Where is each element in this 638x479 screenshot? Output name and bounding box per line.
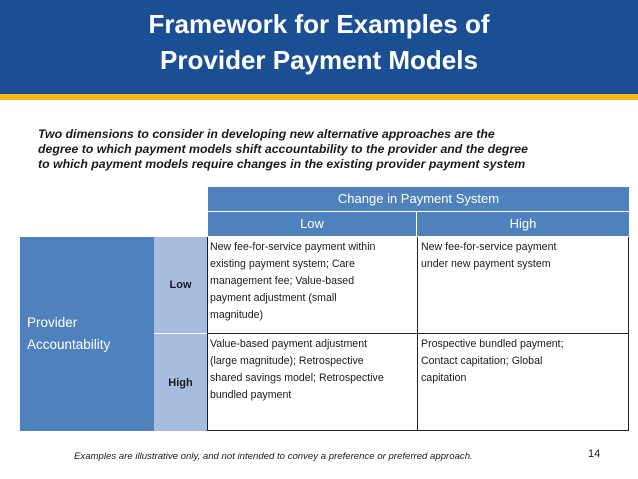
cell-high-accountability-high-change	[418, 334, 629, 431]
row-header-low: Low	[154, 237, 207, 334]
cell-line: Contact capitation; Global	[421, 355, 543, 367]
row-group-header	[20, 237, 154, 431]
row-header-high: High	[154, 334, 207, 431]
table-divider	[207, 237, 208, 431]
intro-line-3: to which payment models require changes in the existing provider payment system	[38, 157, 526, 171]
table-divider	[628, 237, 629, 431]
table-divider	[207, 333, 629, 334]
table-divider	[417, 237, 418, 431]
cell-line: bundled payment	[210, 389, 292, 401]
intro-line-2: degree to which payment models shift accountability to the provider and the degree	[38, 142, 528, 156]
cell-line: New fee-for-service payment	[421, 241, 557, 253]
intro-line-1: Two dimensions to consider in developing new alternative approaches are the	[38, 127, 495, 141]
column-header-low: Low	[208, 212, 416, 236]
cell-line: shared savings model; Retrospective	[210, 372, 384, 384]
slide-title-line-2: Provider Payment Models	[160, 45, 478, 75]
row-group-header-line-2: Accountability	[27, 337, 111, 352]
cell-low-accountability-low-change	[207, 237, 418, 334]
cell-line: payment adjustment (small	[210, 292, 337, 304]
cell-line: (large magnitude); Retrospective	[210, 355, 364, 367]
cell-line: existing payment system; Care	[210, 258, 355, 270]
cell-line: management fee; Value-based	[210, 275, 355, 287]
column-group-header: Change in Payment System	[208, 187, 629, 211]
footnote: Examples are illustrative only, and not intended to convey a preference or preferred approach.	[74, 451, 473, 462]
slide-title	[0, 6, 638, 78]
table-divider	[207, 430, 629, 431]
cell-line: Value-based payment adjustment	[210, 338, 368, 350]
cell-line: magnitude)	[210, 309, 263, 321]
cell-line: under new payment system	[421, 258, 551, 270]
row-group-header-line-1: Provider	[27, 315, 78, 330]
column-header-high: High	[417, 212, 629, 236]
page-number: 14	[588, 448, 601, 460]
cell-line: New fee-for-service payment within	[210, 241, 376, 253]
cell-line: Prospective bundled payment;	[421, 338, 564, 350]
title-accent-stripe	[0, 94, 638, 100]
intro-text	[38, 127, 628, 172]
slide-title-line-1: Framework for Examples of	[148, 9, 490, 39]
cell-high-accountability-low-change	[207, 334, 418, 431]
cell-low-accountability-high-change	[418, 237, 629, 334]
cell-line: capitation	[421, 372, 467, 384]
